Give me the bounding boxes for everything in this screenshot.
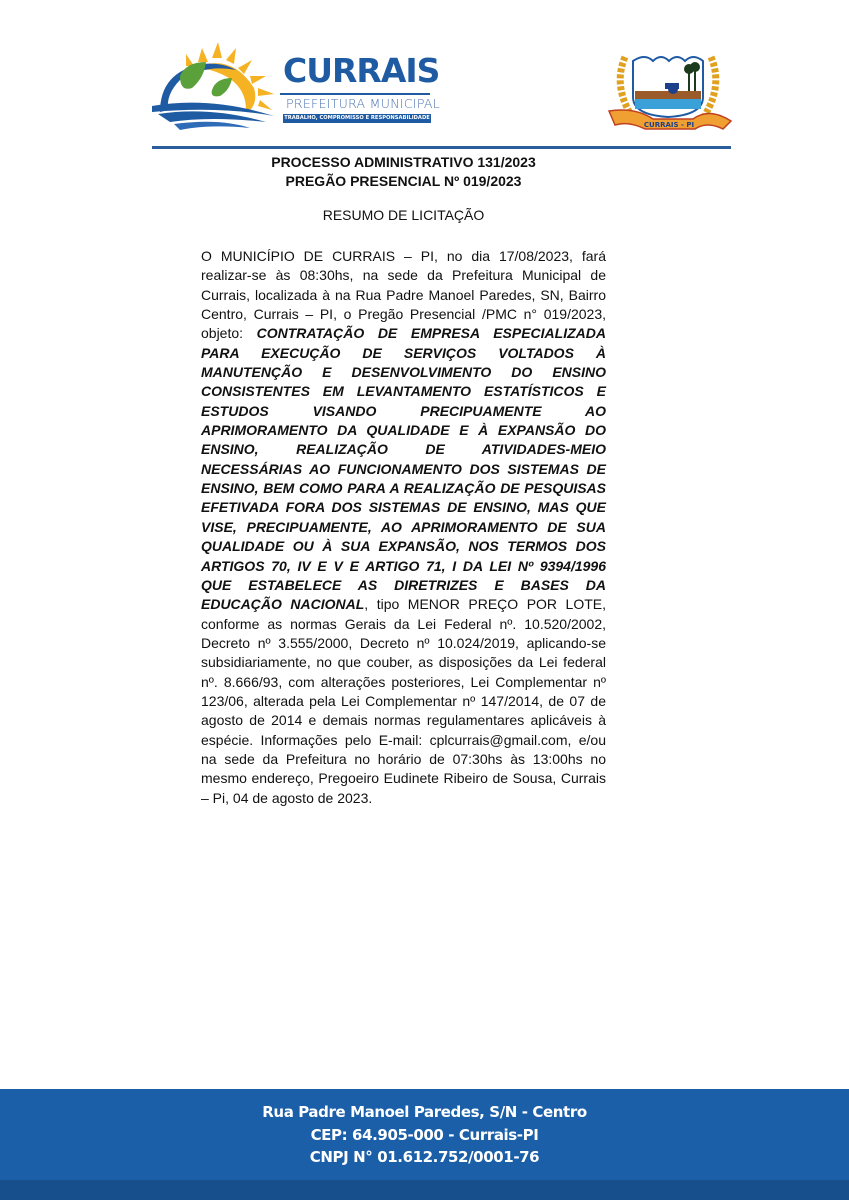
- logo-subtitle: PREFEITURA MUNICIPAL: [286, 96, 441, 111]
- footer-address: [0, 1101, 849, 1169]
- coat-of-arms-icon: [605, 45, 735, 135]
- logo-tagline: TRABALHO, COMPROMISSO E RESPONSABILIDADE: [284, 115, 430, 121]
- coat-ribbon-text: CURRAIS - PI: [643, 121, 695, 129]
- footer-bottom-strip: [0, 1180, 849, 1200]
- logo-divider: [280, 93, 430, 95]
- process-number: PROCESSO ADMINISTRATIVO 131/2023: [271, 154, 536, 170]
- document-subheading: RESUMO DE LICITAÇÃO: [322, 207, 485, 223]
- document-body: [201, 153, 606, 822]
- sun-leaf-emblem-icon: [150, 40, 280, 130]
- footer-street: Rua Padre Manoel Paredes, S/N - Centro: [262, 1103, 587, 1121]
- logo-title: CURRAIS: [283, 51, 440, 90]
- footer-cnpj: CNPJ N° 01.612.752/0001-76: [309, 1148, 540, 1166]
- auction-number: PREGÃO PRESENCIAL Nº 019/2023: [285, 173, 522, 189]
- leaf-large-icon: [180, 62, 206, 89]
- leaf-small-icon: [212, 78, 232, 96]
- document-heading: [201, 153, 606, 191]
- notice-object: CONTRATAÇÃO DE EMPRESA ESPECIALIZADA PARA EXECUÇÃO DE SERVIÇOS VOLTADOS À MANUTENÇÃO E DESENVOLVIMENTO DO ENSINO CONSISTENTES EM LEVANTAMENTO ESTATÍSTICOS E ESTUDOS VISANDO PRECIPUAMENTE AO APRIMORAMENTO DA QUALIDADE E À EXPANSÃO DO ENSINO, REALIZAÇÃO DE ATIVIDADES-MEIO NECESSÁRIAS AO FUNCIONAMENTO DOS SISTEMAS DE ENSINO, BEM COMO PARA A REALIZAÇÃO DE PESQUISAS EFETIVADA FORA DOS SISTEMAS DE ENSINO, MAS QUE VISE, PRECIPUAMENTE, AO APRIMORAMENTO DE SUA QUALIDADE OU À SUA EXPANSÃO, NOS TERMOS DOS ARTIGOS 70, IV E V E ARTIGO 71, I DA LEI Nº 9394/1996 QUE ESTABELECE AS DIRETRIZES E BASES DA EDUCAÇÃO NACIONAL: [201, 325, 606, 613]
- notice-details: , tipo MENOR PREÇO POR LOTE, conforme as normas Gerais da Lei Federal nº. 10.520/2002, Decreto nº 3.555/2000, Decreto nº 10.024/2019, aplicando-se subsidiariamente, no que couber, as disposições da Lei federal nº. 8.666/93, com alterações posteriores, Lei Complementar nº 123/06, alterada pela Lei Complementar nº 147/2014, de 07 de agosto de 2014 e demais normas regulamentares aplicáveis à espécie. Informações pelo E-mail: cplcurrais@gmail.com, e/ou na sede da Prefeitura no horário de 07:30hs às 13:00hs no mesmo endereço, Pregoeiro Eudinete Ribeiro de Sousa, Currais – Pi, 04 de agosto de 2023.: [201, 596, 606, 806]
- notice-paragraph: [201, 247, 606, 808]
- notice-intro: O MUNICÍPIO DE CURRAIS – PI, no dia 17/08/2023, fará realizar-se às 08:30hs, na sede da Prefeitura Municipal de Currais, localizada à na Rua Padre Manoel Paredes, SN, Bairro Centro, Currais – PI, o Pregão Presencial /PMC n° 019/2023, objeto:: [201, 248, 606, 342]
- header-divider: [152, 146, 731, 149]
- footer-cep: CEP: 64.905-000 - Currais-PI: [310, 1125, 539, 1144]
